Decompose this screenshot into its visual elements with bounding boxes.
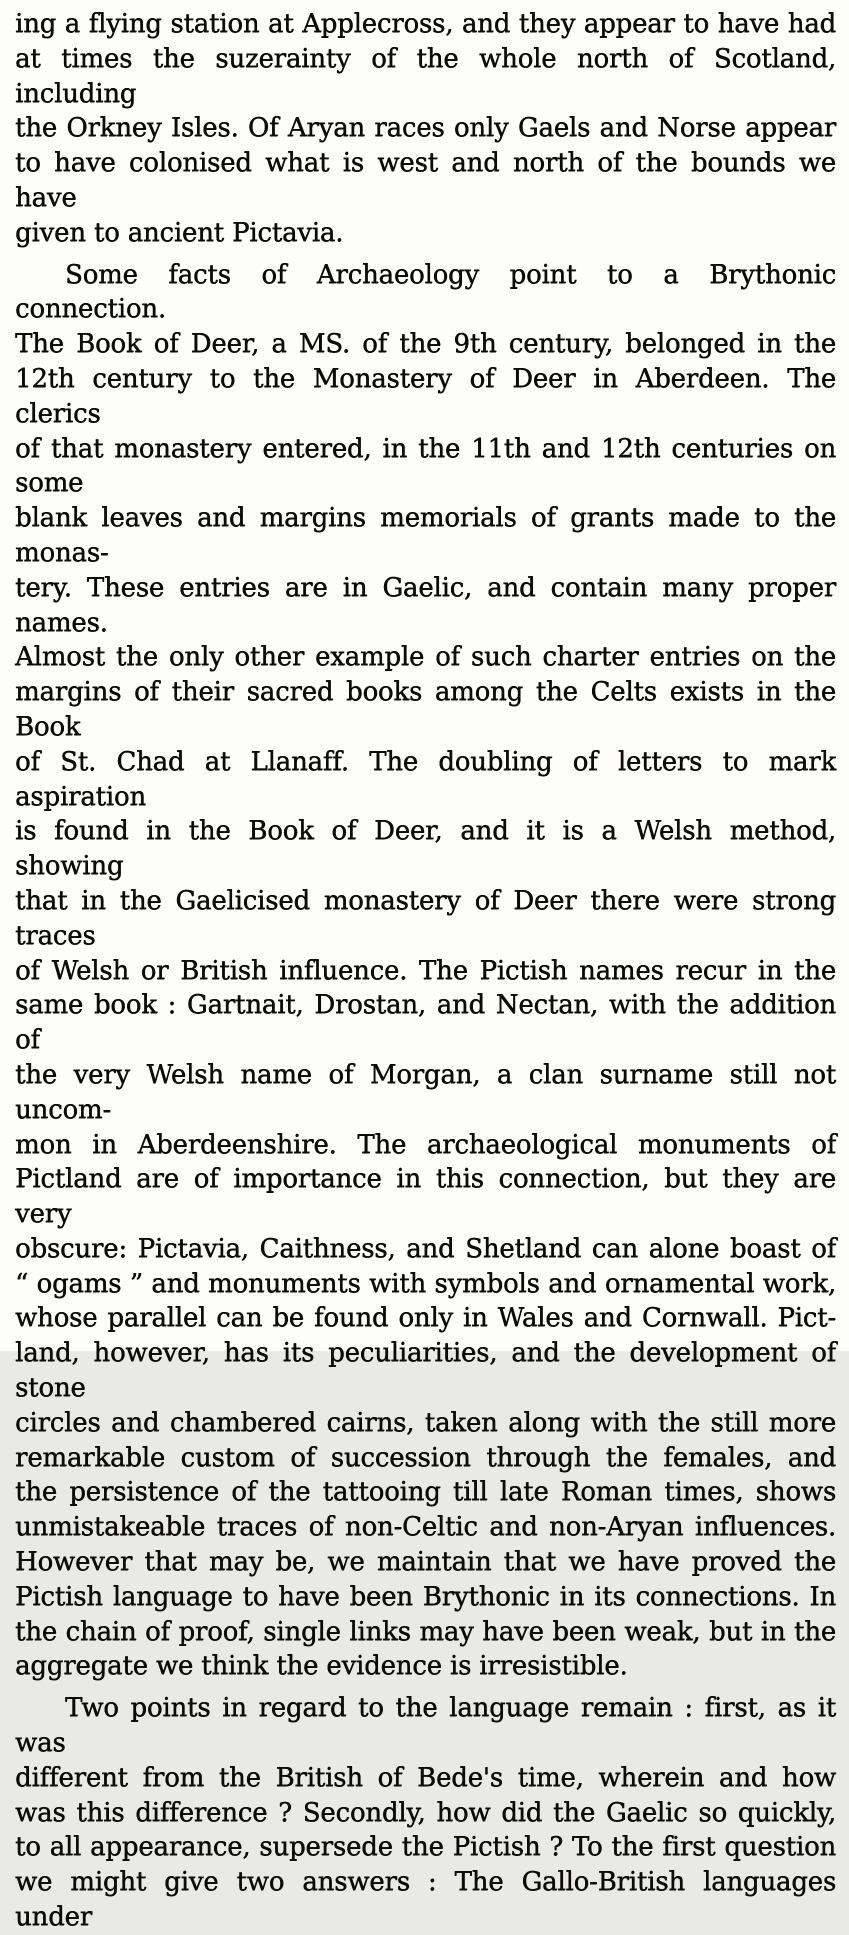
text-line: However that may be, we maintain that we have proved the bbox=[15, 1547, 836, 1578]
text-line: of that monastery entered, in the 11th and 12th centuries on some bbox=[15, 433, 836, 499]
text-line: whose parallel can be found only in Wales and Cornwall. Pict- bbox=[15, 1303, 836, 1334]
text-line: Pictland are of importance in this connection, but they are very bbox=[15, 1164, 836, 1230]
text-line: different from the British of Bede's time, wherein and how bbox=[15, 1762, 836, 1793]
text-line: land, however, has its peculiarities, and the development of stone bbox=[15, 1338, 836, 1404]
paragraph bbox=[15, 258, 836, 1685]
text-line: obscure: Pictavia, Caithness, and Shetland can alone boast of bbox=[15, 1233, 836, 1264]
text-line: Some facts of Archaeology point to a Brythonic connection. bbox=[15, 259, 836, 325]
text-line: Two points in regard to the language remain : first, as it was bbox=[15, 1693, 836, 1759]
text-line: to have colonised what is west and north of the bounds we have bbox=[15, 148, 836, 213]
text-line: circles and chambered cairns, taken along with the still more bbox=[15, 1407, 836, 1438]
text-line: The Book of Deer, a MS. of the 9th century, belonged in the bbox=[15, 329, 836, 360]
text-line: Almost the only other example of such charter entries on the bbox=[15, 642, 836, 673]
text-line: given to ancient Pictavia. bbox=[15, 217, 344, 248]
text-line: same book : Gartnait, Drostan, and Nectan, with the addition of bbox=[15, 990, 836, 1056]
text-line: to all appearance, supersede the Pictish ? To the first question bbox=[15, 1832, 836, 1863]
text-line: blank leaves and margins memorials of grants made to the monas- bbox=[15, 503, 836, 568]
text-line: “ ogams ” and monuments with symbols and ornamental work, bbox=[15, 1268, 836, 1299]
text-line: of Welsh or British influence. The Pictish names recur in the bbox=[15, 955, 836, 986]
text-line: margins of their sacred books among the Celts exists in the Book bbox=[15, 677, 836, 742]
text-line: 12th century to the Monastery of Deer in Aberdeen. The clerics bbox=[15, 363, 836, 429]
text-line: unmistakeable traces of non-Celtic and non-Aryan influences. bbox=[15, 1512, 836, 1543]
text-line: the Orkney Isles. Of Aryan races only Gaels and Norse appear bbox=[15, 113, 836, 144]
text-line: at times the suzerainty of the whole north of Scotland, including bbox=[15, 43, 836, 109]
text-line: the persistence of the tattooing till late Roman times, shows bbox=[15, 1477, 836, 1508]
text-block bbox=[15, 7, 836, 1935]
text-line: mon in Aberdeenshire. The archaeological monuments of bbox=[15, 1129, 836, 1160]
text-line: of St. Chad at Llanaff. The doubling of letters to mark aspiration bbox=[15, 746, 836, 812]
text-line: the chain of proof, single links may have been weak, but in the bbox=[15, 1616, 836, 1647]
text-line: remarkable custom of succession through the females, and bbox=[15, 1442, 836, 1473]
paragraph bbox=[15, 1691, 836, 1935]
text-line: the very Welsh name of Morgan, a clan surname still not uncom- bbox=[15, 1059, 836, 1125]
text-line: tery. These entries are in Gaelic, and contain many proper names. bbox=[15, 572, 836, 638]
text-line: aggregate we think the evidence is irresistible. bbox=[15, 1651, 628, 1682]
text-line: ing a flying station at Applecross, and they appear to have had bbox=[15, 9, 836, 39]
text-line: was this difference ? Secondly, how did the Gaelic so quickly, bbox=[15, 1797, 836, 1828]
paragraph bbox=[15, 7, 836, 251]
text-line: is found in the Book of Deer, and it is a Welsh method, showing bbox=[15, 816, 836, 882]
text-line: that in the Gaelicised monastery of Deer there were strong traces bbox=[15, 885, 836, 951]
text-line: Pictish language to have been Brythonic in its connections. In bbox=[15, 1581, 836, 1612]
text-line: we might give two answers : The Gallo-British languages under bbox=[15, 1867, 836, 1933]
